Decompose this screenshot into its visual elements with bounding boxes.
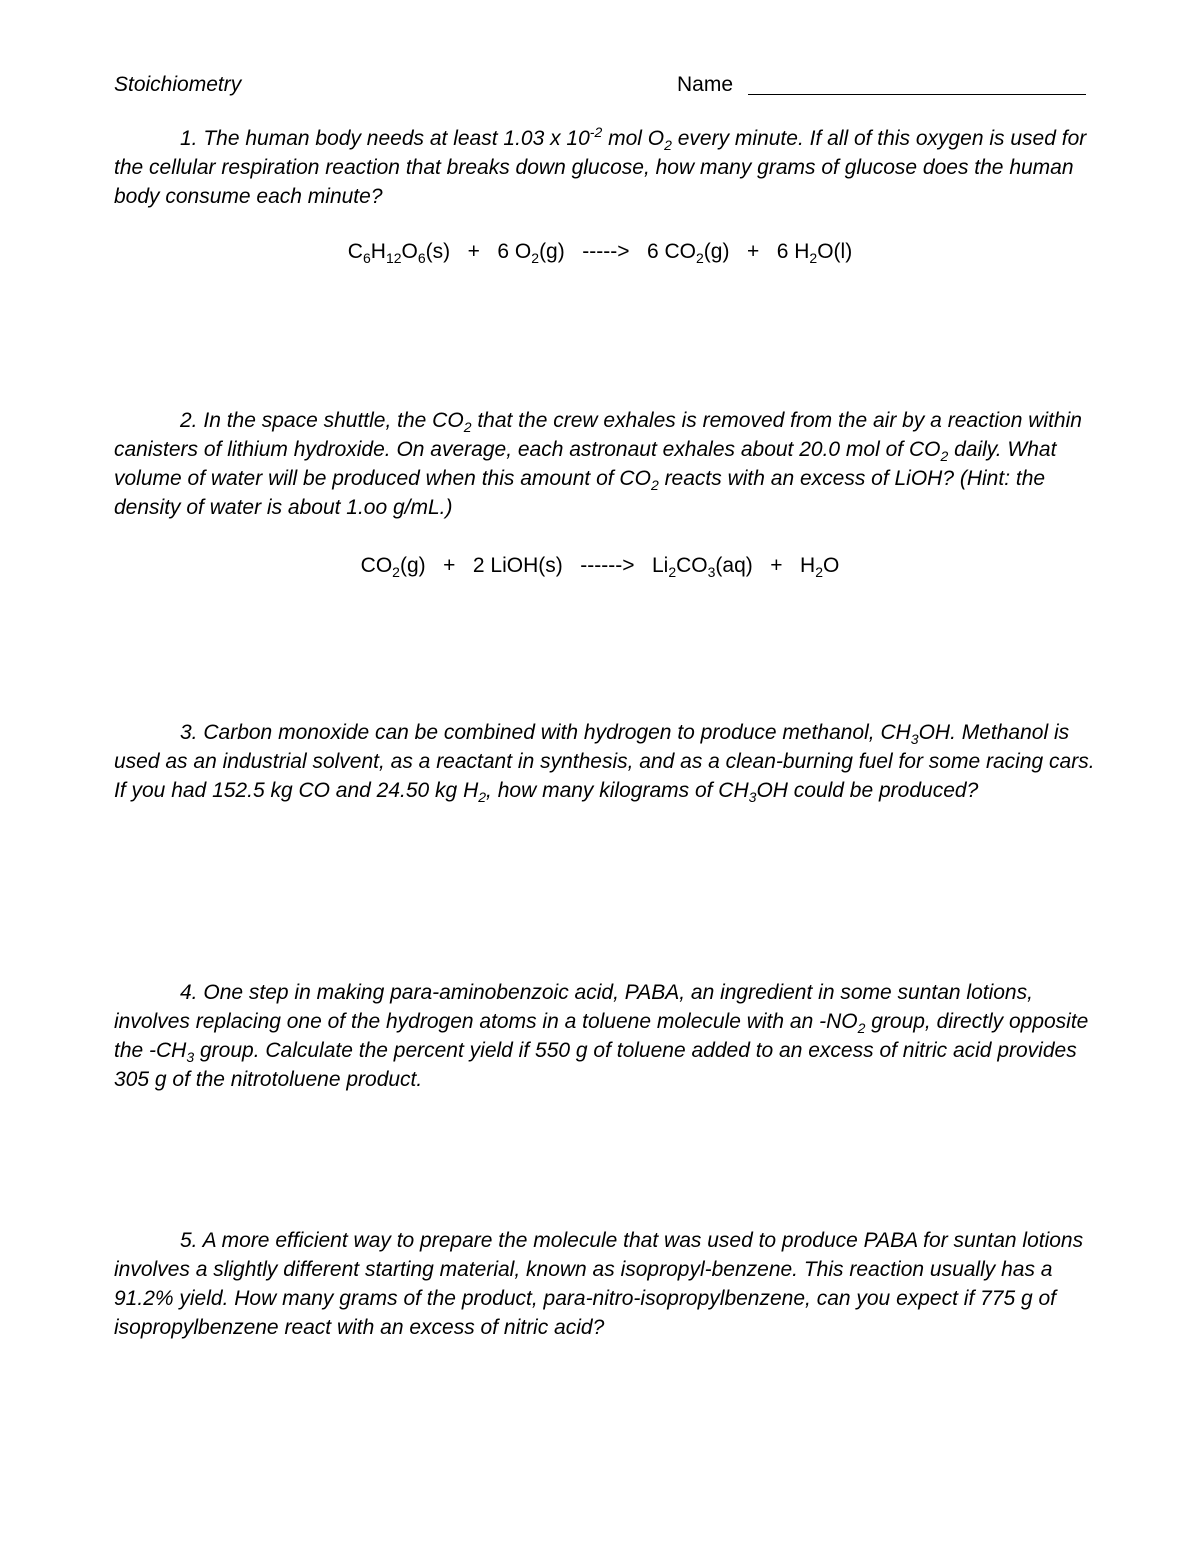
worksheet-title: Stoichiometry [114,73,242,96]
name-blank-line[interactable] [748,94,1086,95]
question-number: 5. [180,1229,198,1252]
question-3: 3. Carbon monoxide can be combined with hydrogen to produce methanol, $CH_3OH$. Methanol is used as an industrial solvent, as a reactant in synthesis, and as a clean-burning fuel for some racing cars. If you had 152.5 kg CO and 24.50 kg $H_2$, how many kilograms of $CH_3OH$ could be produced? [114,721,1095,805]
question-4: 4. One step in making para-aminobenzoic acid, PABA, an ingredient in some suntan lotions, involves replacing one of the hydrogen atoms in a toluene molecule with an $-NO_2$ group, directly opposite the $-CH_3$ group. Calculate the percent yield if 550 g of toluene added to an excess of nitric acid provides 305 g of the nitrotoluene product. [114,981,1089,1091]
question-1: 1. The human body needs at least 1.03 x $10^{-2}$ mol $O_2$ every minute. If all of this oxygen is used for the cellular respiration reaction that breaks down glucose, how many grams of glucose does the human body consume each minute? [114,124,1087,208]
equation-1: $C_6H_{12}O_6(s) + 6$ $O_2(g)$ -----> 6 $CO_2(g) + 6$ $H_2O(l)$ [347,240,853,266]
question-number: 1. [180,127,198,150]
question-number: 4. [180,981,198,1004]
question-5: 5. A more efficient way to prepare the molecule that was used to produce PABA for suntan lotions involves a slightly different starting material, known as isopropyl-benzene. This reaction usually has a 91.2% yield. How many grams of the product, para-nitro-isopropylbenzene, can you expect if 775 g of isopropylbenzene react with an excess of nitric acid? [114,1229,1084,1339]
equation-2: $CO_2(g) + 2$ LiOH(s) ------> $Li_2CO_3(aq) + H_2O$ [360,554,840,580]
question-2: 2. In the space shuttle, the $CO_2$ that the crew exhales is removed from the air by a reaction within canisters of lithium hydroxide. On average, each astronaut exhales about 20.0 mol of $CO_2$ daily. What volume of water will be produced when this amount of $CO_2$ reacts with an excess of LiOH? (Hint: the density of water is about 1.oo g/mL.) [114,409,1082,519]
question-number: 3. [180,721,198,744]
name-label: Name [677,73,734,96]
question-number: 2. [180,409,198,432]
